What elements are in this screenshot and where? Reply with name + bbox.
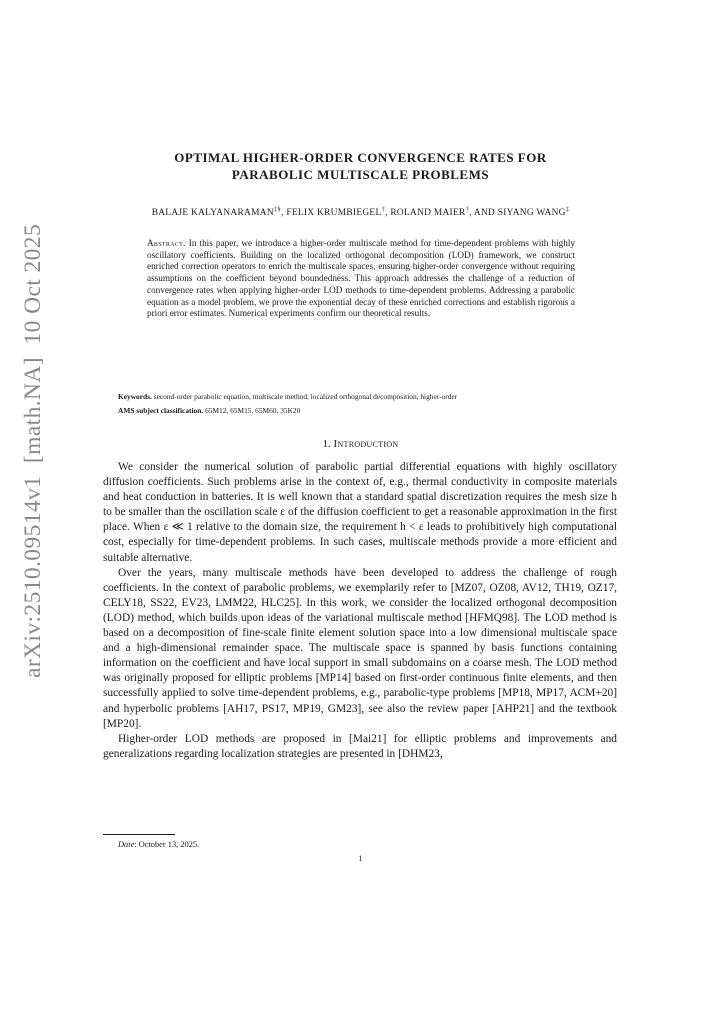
- author-name: SIYANG WANG: [497, 208, 566, 219]
- author-name: BALAJE KALYANARAMAN: [151, 208, 274, 219]
- paragraph: Over the years, many multiscale methods have been developed to address the challenge of rough coefficients. In the context of parabolic problems, we exemplarily refer to [MZ07, OZ08, AV12, TH19, OZ17, CELY18, SS22, EV23, LMM22, HLC25]. In this work, we consider the localized orthogonal decomposition (LOD) method, which builds upon ideas of the variational multiscale method [HFMQ98]. The LOD method is based on a decomposition of fine-scale finite element solution space into a low dimensional multiscale space and a high-dimensional remainder space. The multiscale space is spanned by basis functions containing information on the coefficient and have local support in small subdomains on a coarse mesh. The LOD method was originally proposed for elliptic problems [MP14] based on first-order continuous finite elements, and then successfully applied to solve time-dependent problems, e.g., parabolic-type problems [MP18, MP17, ACM+20] and hyperbolic problems [AH17, PS17, MP19, GM23], see also the review paper [AHP21] and the textbook [MP20].: [103, 566, 617, 730]
- author-name: ROLAND MAIER: [390, 208, 466, 219]
- paper-title: [0, 149, 721, 183]
- ams-classification-line: [118, 406, 618, 415]
- ams-codes: 65M12, 65M15, 65M60, 35K20: [205, 406, 301, 415]
- keywords-label: Keywords.: [118, 392, 152, 401]
- author-separator: ,: [385, 208, 391, 219]
- author-separator: ,: [281, 208, 287, 219]
- ams-label: AMS subject classification.: [118, 406, 204, 415]
- section-number: 1.: [322, 438, 331, 450]
- introduction-body: [103, 460, 617, 762]
- author-affiliation-mark: †: [381, 206, 386, 213]
- author-affiliation-mark: †: [465, 206, 470, 213]
- arxiv-identifier: arXiv:2510.09514v1 [math.NA] 10 Oct 2025: [20, 223, 46, 678]
- keywords-line: [118, 392, 618, 401]
- author-name: FELIX KRUMBIEGEL: [286, 208, 382, 219]
- keywords-text: second-order parabolic equation, multiscale method, localized orthogonal decomposition, higher-order: [153, 392, 458, 401]
- footnote-date: [118, 840, 199, 849]
- paragraph: We consider the numerical solution of parabolic partial differential equations with highly oscillatory diffusion coefficients. Such problems arise in the context of, e.g., thermal conductivity in composite materials and heat conduction in batteries. It is well known that a standard spatial discretization requires the mesh size h to be smaller than the oscillation scale ε of the diffusion coefficient to get a reasonable approximation in the first place. When ε ≪ 1 relative to the domain size, the requirement h < ε leads to prohibitively high computational cost, especially for time-dependent problems. In such cases, multiscale methods provide a more efficient and suitable alternative.: [103, 461, 617, 564]
- paragraph: Higher-order LOD methods are proposed in [Mai21] for elliptic problems and improvements and generalizations regarding localization strategies are presented in [DHM23,: [103, 732, 617, 760]
- author-affiliation-mark: ‡§: [273, 206, 282, 213]
- page-number: 1: [358, 854, 363, 863]
- footnote-text: : October 13, 2025.: [134, 840, 200, 849]
- section-heading: [0, 438, 721, 450]
- author-list: [0, 206, 721, 218]
- title-line-1: OPTIMAL HIGHER-ORDER CONVERGENCE RATES FOR: [174, 150, 547, 165]
- abstract-label: Abstract.: [147, 238, 186, 248]
- author-affiliation-mark: ‡: [565, 206, 570, 213]
- author-separator: , AND: [469, 208, 498, 219]
- title-line-2: PARABOLIC MULTISCALE PROBLEMS: [231, 167, 490, 182]
- abstract-text: In this paper, we introduce a higher-order multiscale method for time-dependent problems with highly oscillatory coefficients. Building on the localized orthogonal decomposition (LOD) framework, we construct enriched correction operators to enrich the multiscale spaces, ensuring higher-order convergence without requiring assumptions on the coefficient beyond boundedness. This approach addresses the challenge of a reduction of convergence rates when applying higher-order LOD methods to time-dependent problems. Addressing a parabolic equation as a model problem, we prove the exponential decay of these enriched corrections and establish rigorous a priori error estimates. Numerical experiments confirm our theoretical results.: [147, 238, 575, 319]
- abstract: [147, 238, 575, 320]
- footnote-label: Date: [118, 840, 135, 849]
- footnote-rule: [103, 834, 175, 835]
- section-title: Introduction: [333, 438, 399, 450]
